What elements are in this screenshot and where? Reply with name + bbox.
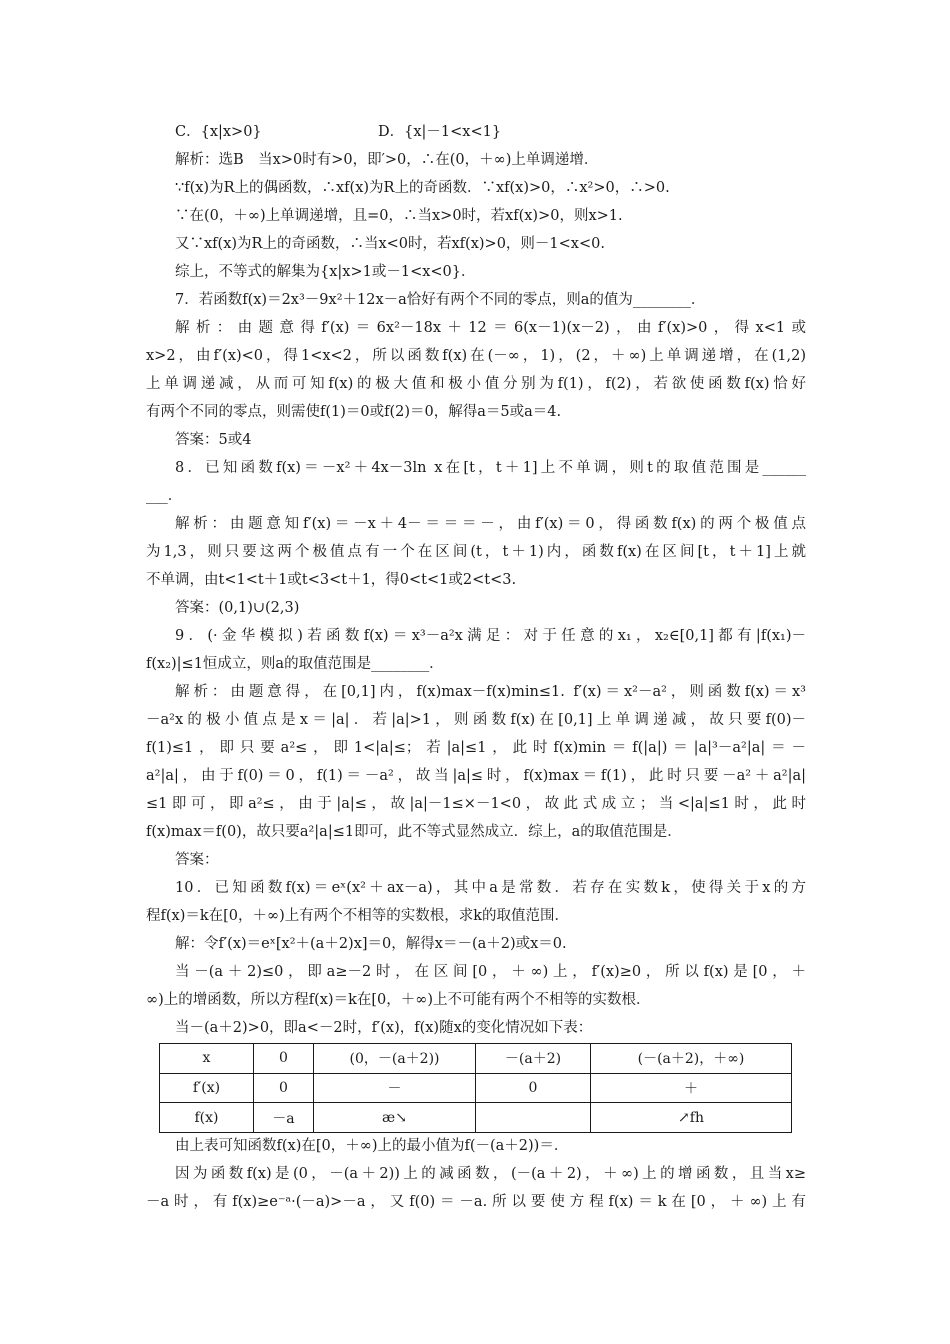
question-7: 7．若函数f(x)＝2x³－9x²＋12x－a恰好有两个不同的零点，则a的值为________． [175, 292, 706, 308]
table-cell: －a [254, 1103, 314, 1133]
text-line: 解析：由题意知f′(x)＝－x＋4－＝＝＝－，由f′(x)＝0，得函数f(x)的两个极值点 [175, 516, 806, 532]
table-cell: －(a＋2) [476, 1044, 591, 1074]
text-line: 因为函数f(x)是(0，－(a＋2))上的减函数，(－(a＋2)，＋∞)上的增函数，且当x≥ [175, 1166, 806, 1182]
table-cell: － [314, 1073, 476, 1103]
table-cell: (0，－(a＋2)) [314, 1044, 476, 1074]
text-line: －a²x的极小值点是x＝|a|．若|a|>1，则函数f(x)在[0,1]上单调递减，故只要f(0)－ [146, 712, 806, 728]
text-line: 当－(a＋2)>0，即a<－2时，f′(x)，f(x)随x的变化情况如下表： [175, 1020, 593, 1036]
table-cell: (－(a＋2)，＋∞) [591, 1044, 792, 1074]
table-row [160, 1073, 792, 1103]
text-line: 综上，不等式的解集为{x|x>1或－1<x<0}． [175, 264, 476, 280]
text-line: －a时，有f(x)≥e⁻ᵃ·(－a)>－a，又f(0)＝－a.所以要使方程f(x)＝k在[0，＋∞)上有 [146, 1194, 806, 1210]
text-line: 解析：由题意得，在[0,1]内，f(x)max－f(x)min≤1. f′(x)＝x²－a²，则函数f(x)＝x³ [175, 684, 806, 700]
text-line: a²|a|，由于f(0)＝0，f(1)＝－a²，故当|a|≤时，f(x)max＝f(1)，此时只要－a²＋a²|a| [146, 768, 806, 784]
option-c [175, 122, 806, 142]
option-c-text: C．{x|x>0} [175, 124, 262, 140]
answer-7: 答案：5或4 [175, 432, 252, 448]
text-line: ∵f(x)为R上的偶函数，∴xf(x)为R上的奇函数．∵xf(x)>0，∴x²>0，∴>0. [175, 180, 670, 196]
text-line: 由上表可知函数f(x)在[0，＋∞)上的最小值为f(－(a＋2))＝． [175, 1138, 569, 1154]
text-line: 解：令f′(x)＝eˣ[x²＋(a＋2)x]＝0，解得x＝－(a＋2)或x＝0. [175, 936, 567, 952]
table-cell: 0 [254, 1073, 314, 1103]
text-line: 不单调，由t<1<t＋1或t<3<t＋1，得0<t<1或2<t<3. [146, 572, 517, 588]
text-line: ___． [146, 488, 183, 504]
table-cell: æ↘ [314, 1103, 476, 1133]
text-line: 程f(x)＝k在[0，＋∞)上有两个不相等的实数根，求k的取值范围． [146, 908, 570, 924]
text-line: x>2，由f′(x)<0，得1<x<2，所以函数f(x)在(－∞，1)，(2，＋∞)上单调递增，在(1,2) [146, 348, 806, 364]
text-line: ∞)上的增函数，所以方程f(x)＝k在[0，＋∞)上不可能有两个不相等的实数根． [146, 992, 651, 1008]
table-row [160, 1103, 792, 1133]
variation-table [159, 1043, 792, 1133]
table-cell [476, 1103, 591, 1133]
table-cell: f′(x) [160, 1073, 254, 1103]
table-cell: 0 [254, 1044, 314, 1074]
table-row [160, 1044, 792, 1074]
text-line: 又∵xf(x)为R上的奇函数，∴当x<0时，若xf(x)>0，则－1<x<0. [175, 236, 605, 252]
answer-9: 答案： [175, 852, 219, 868]
text-line: ≤1即可，即a²≤，由于|a|≤，故|a|－1≤×－1<0，故此式成立；当<|a|≤1时，此时 [146, 796, 806, 812]
table-cell: 0 [476, 1073, 591, 1103]
table-cell: x [160, 1044, 254, 1074]
table-cell: ＋ [591, 1073, 792, 1103]
text-line: f(1)≤1，即只要a²≤，即1<|a|≤；若|a|≤1，此时f(x)min＝f(|a|)＝|a|³－a²|a|＝－ [146, 740, 806, 756]
question-10: 10．已知函数f(x)＝eˣ(x²＋ax－a)，其中a是常数．若存在实数k，使得关于x的方 [175, 880, 806, 896]
text-line: f(x₂)|≤1恒成立，则a的取值范围是________． [146, 656, 444, 672]
text-line: 解析：选B 当x>0时有>0，即′>0，∴在(0，＋∞)上单调递增． [175, 152, 599, 168]
text-line: 当－(a＋2)≤0，即a≥－2时，在区间[0，＋∞)上，f′(x)≥0，所以f(x)是[0，＋ [175, 964, 806, 980]
text-line: f(x)max＝f(0)，故只要a²|a|≤1即可，此不等式显然成立．综上，a的取值范围是． [146, 824, 682, 840]
text-line: 解析：由题意得f′(x)＝6x²－18x＋12＝6(x－1)(x－2)，由f′(x)>0，得x<1或 [175, 320, 806, 336]
text-line: 上单调递减，从而可知f(x)的极大值和极小值分别为f(1)，f(2)，若欲使函数f(x)恰好 [146, 376, 806, 392]
answer-8: 答案：(0,1)∪(2,3) [175, 600, 300, 616]
text-line: 有两个不同的零点，则需使f(1)＝0或f(2)＝0，解得a＝5或a＝4. [146, 404, 562, 420]
question-9: 9．(·金华模拟)若函数f(x)＝x³－a²x满足：对于任意的x₁，x₂∈[0,1]都有|f(x₁)－ [175, 628, 806, 644]
question-8: 8．已知函数f(x)＝－x²＋4x－3ln x在[t，t＋1]上不单调，则t的取值范围是______ [175, 460, 806, 476]
text-line: 为1,3，则只要这两个极值点有一个在区间(t，t＋1)内，函数f(x)在区间[t，t＋1]上就 [146, 544, 806, 560]
option-d-text: D．{x|－1<x<1} [378, 124, 502, 140]
table-cell: ↗fh [591, 1103, 792, 1133]
table-cell: f(x) [160, 1103, 254, 1133]
text-line: ∵在(0，＋∞)上单调递增，且=0，∴当x>0时，若xf(x)>0，则x>1. [175, 208, 623, 224]
